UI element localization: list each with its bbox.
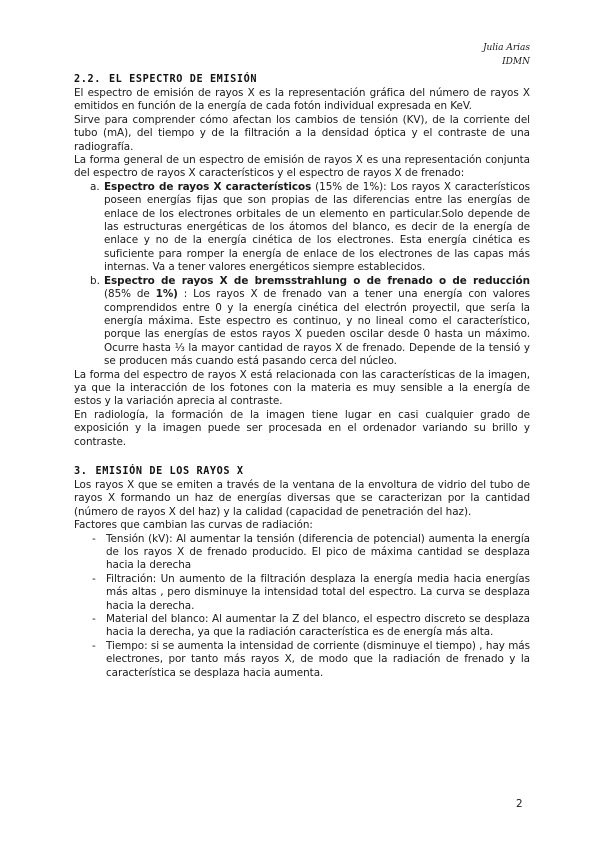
- section-title: EMISIÓN DE LOS RAYOS X: [95, 465, 244, 477]
- list-item-target-material: [74, 613, 530, 640]
- section-number: 2.2.: [74, 74, 101, 85]
- list-marker: b.: [90, 274, 100, 287]
- list-item-filtration: [74, 573, 530, 613]
- item-percentage: (85% de: [104, 288, 150, 301]
- item-text: : Los rayos X de frenado van a tener una energía con valores comprendidos entre 0 y la energía cinética del electrón proyectil, que sería la energía máxima. Este espectro es continuo, y no lineal como el característico, porque las energías de estos rayos X pueden oscilar desde 0 hasta un máximo. Ocurre hasta ⅓ la mayor cantidad de rayos X de frenado. Depende de la tensió y se producen más cuando está pasando cerca del núcleo.: [104, 288, 530, 368]
- list-item-bremsstrahlung: [74, 275, 530, 369]
- list-item-tension: [74, 533, 530, 573]
- list-item-time: [74, 640, 530, 680]
- item-title: Espectro de rayos X de bremsstrahlung o de frenado o de reducción: [104, 274, 530, 287]
- section-heading-2-2: [74, 73, 530, 87]
- item-percentage-bold: 1%): [155, 288, 178, 301]
- list-marker: -: [92, 572, 96, 585]
- header-course: IDMN: [502, 57, 530, 67]
- paragraph-definition: El espectro de emisión de rayos X es la representación gráfica del número de rayos X emitidos en función de la energía de cada fotón individual expresada en KeV.: [74, 87, 530, 113]
- section-heading-3: [74, 465, 530, 479]
- list-marker: -: [92, 613, 96, 626]
- item-percentage: (15% de 1%): [315, 180, 384, 193]
- item-text: Filtración: Un aumento de la filtración desplaza la energía media hacia energías más altas , pero disminuye la intensidad total del espectro. La curva se desplaza hacia la derecha.: [106, 572, 530, 612]
- paragraph-shape-relation: La forma del espectro de rayos X está relacionada con las características de la imagen, ya que la interacción de los fotones con la materia es muy sensible a la energía de estos y la variación aprecia al contraste.: [74, 368, 530, 408]
- list-item-characteristic: [74, 181, 530, 275]
- item-text: Material del blanco: Al aumentar la Z del blanco, el espectro discreto se desplaza hacia la derecha, ya que la radiación característica es de energía más alta.: [106, 613, 530, 639]
- item-text: : Los rayos X característicos poseen energías fijas que son propias de las diferencias entre las energías de enlace de los electrones orbitales de un elemento en particular.Solo depende de las estructuras energéticas de los átomos del blanco, es decir de la energía de enlace y no de la energía cinética de los electrones. Esta energía cinética es suficiente para romper la energía de enlace de los electrones de las capas más internas. Va a tener valores energéticos siempre establecidos.: [104, 180, 530, 274]
- header-author: Julia Arias: [482, 43, 530, 53]
- list-marker: -: [92, 532, 96, 545]
- section-title: EL ESPECTRO DE EMISIÓN: [108, 74, 258, 85]
- section-number: 3.: [74, 465, 88, 477]
- page-number: 2: [516, 798, 523, 810]
- page-content: [74, 73, 530, 680]
- paragraph-radiology: En radiología, la formación de la imagen tiene lugar en casi cualquier grado de exposición y la imagen puede ser procesada en el ordenador variando su brillo y contraste.: [74, 408, 530, 448]
- paragraph-factors-intro: Factores que cambian las curvas de radiación:: [74, 519, 313, 532]
- factors-list: [74, 533, 530, 680]
- item-title: Espectro de rayos X característicos: [104, 180, 312, 193]
- paragraph-emission: Los rayos X que se emiten a través de la ventana de la envoltura de vidrio del tubo de rayos X formando un haz de energías diversas que se caracterizan por la cantidad (número de rayos X del haz) y la calidad (capacidad de penetración del haz).: [74, 478, 530, 518]
- paragraph-purpose: Sirve para comprender cómo afectan los cambios de tensión (KV), de la corriente del tubo (mA), del tiempo y de la filtración a la densidad óptica y el contraste de una radiografía.: [74, 113, 530, 153]
- spectrum-types-list: [74, 181, 530, 369]
- list-marker: -: [92, 639, 96, 652]
- list-marker: a.: [90, 180, 100, 193]
- item-text: Tensión (kV): Al aumentar la tensión (diferencia de potencial) aumenta la energía de los rayos X de frenado producido. El pico de máxima cantidad se desplaza hacia la derecha: [106, 532, 530, 572]
- paragraph-general-form: La forma general de un espectro de emisión de rayos X es una representación conjunta del espectro de rayos X característicos y el espectro de rayos X de frenado:: [74, 154, 530, 180]
- item-text: Tiempo: si se aumenta la intensidad de corriente (disminuye el tiempo) , hay más electrones, por tanto más rayos X, de modo que la radiación de frenado y la característica se desplaza hacia aumenta.: [106, 639, 530, 679]
